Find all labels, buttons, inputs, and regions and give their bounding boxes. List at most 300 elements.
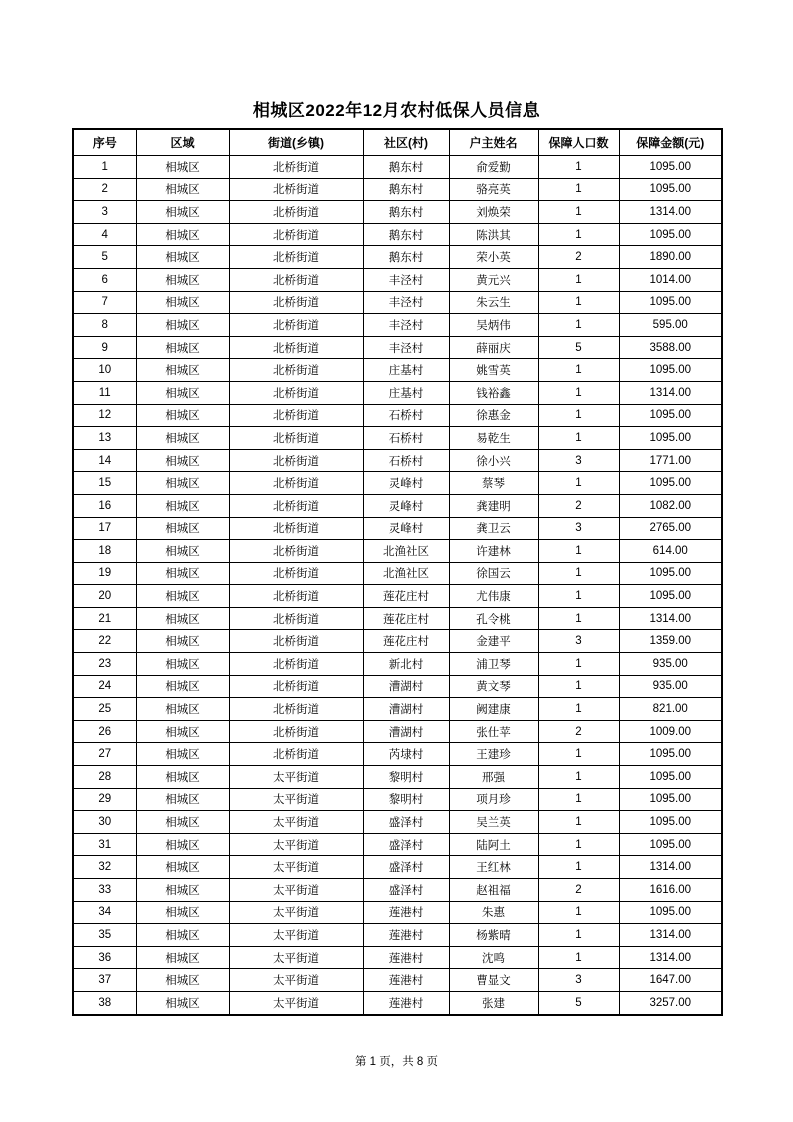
table-cell: 935.00 — [619, 653, 722, 676]
table-cell: 相城区 — [136, 969, 229, 992]
table-cell: 相城区 — [136, 472, 229, 495]
table-cell: 阙建康 — [449, 698, 538, 721]
table-cell: 14 — [73, 449, 136, 472]
table-cell: 龚建明 — [449, 494, 538, 517]
table-cell: 北桥街道 — [229, 336, 363, 359]
table-cell: 莲港村 — [363, 946, 449, 969]
table-cell: 盛泽村 — [363, 833, 449, 856]
table-cell: 北桥街道 — [229, 630, 363, 653]
table-cell: 骆亮英 — [449, 178, 538, 201]
table-cell: 吴兰英 — [449, 811, 538, 834]
table-cell: 1 — [538, 924, 619, 947]
table-cell: 3 — [538, 449, 619, 472]
table-cell: 徐小兴 — [449, 449, 538, 472]
table-cell: 北桥街道 — [229, 178, 363, 201]
table-cell: 3 — [538, 517, 619, 540]
table-cell: 26 — [73, 720, 136, 743]
table-cell: 盛泽村 — [363, 879, 449, 902]
table-cell: 1095.00 — [619, 223, 722, 246]
table-cell: 灵峰村 — [363, 517, 449, 540]
table-cell: 1 — [538, 901, 619, 924]
table-cell: 丰泾村 — [363, 336, 449, 359]
table-cell: 黄元兴 — [449, 268, 538, 291]
table-cell: 30 — [73, 811, 136, 834]
column-header: 序号 — [73, 129, 136, 156]
table-cell: 北桥街道 — [229, 675, 363, 698]
table-cell: 1 — [538, 766, 619, 789]
table-cell: 姚雪英 — [449, 359, 538, 382]
table-cell: 尤伟康 — [449, 585, 538, 608]
table-cell: 灵峰村 — [363, 472, 449, 495]
table-cell: 相城区 — [136, 178, 229, 201]
table-cell: 1 — [538, 314, 619, 337]
table-cell: 17 — [73, 517, 136, 540]
table-cell: 北桥街道 — [229, 314, 363, 337]
table-cell: 太平街道 — [229, 879, 363, 902]
table-cell: 莲港村 — [363, 924, 449, 947]
table-cell: 黎明村 — [363, 788, 449, 811]
table-cell: 24 — [73, 675, 136, 698]
table-cell: 4 — [73, 223, 136, 246]
table-cell: 37 — [73, 969, 136, 992]
table-cell: 相城区 — [136, 811, 229, 834]
table-row — [73, 766, 722, 789]
table-cell: 1 — [538, 743, 619, 766]
table-cell: 相城区 — [136, 607, 229, 630]
table-cell: 北桥街道 — [229, 720, 363, 743]
table-cell: 张建 — [449, 991, 538, 1014]
table-row — [73, 879, 722, 902]
table-row — [73, 788, 722, 811]
table-cell: 石桥村 — [363, 427, 449, 450]
table-cell: 821.00 — [619, 698, 722, 721]
table-cell: 相城区 — [136, 788, 229, 811]
table-cell: 太平街道 — [229, 856, 363, 879]
table-cell: 丰泾村 — [363, 291, 449, 314]
table-cell: 北桥街道 — [229, 653, 363, 676]
table-cell: 荣小英 — [449, 246, 538, 269]
table-cell: 34 — [73, 901, 136, 924]
table-cell: 21 — [73, 607, 136, 630]
table-cell: 莲港村 — [363, 969, 449, 992]
table-cell: 1890.00 — [619, 246, 722, 269]
table-cell: 1314.00 — [619, 924, 722, 947]
table-cell: 23 — [73, 653, 136, 676]
table-cell: 俞爱勤 — [449, 156, 538, 179]
table-cell: 鹅东村 — [363, 223, 449, 246]
table-row — [73, 991, 722, 1014]
table-cell: 杨紫晴 — [449, 924, 538, 947]
table-row — [73, 924, 722, 947]
table-row — [73, 698, 722, 721]
column-header: 社区(村) — [363, 129, 449, 156]
table-cell: 1 — [538, 833, 619, 856]
table-cell: 相城区 — [136, 562, 229, 585]
table-cell: 北桥街道 — [229, 381, 363, 404]
table-row — [73, 675, 722, 698]
page-number: 第 1 页，共 8 页 — [354, 1056, 439, 1068]
table-cell: 1095.00 — [619, 788, 722, 811]
table-cell: 北渔社区 — [363, 562, 449, 585]
table-row — [73, 969, 722, 992]
table-cell: 相城区 — [136, 946, 229, 969]
table-cell: 1095.00 — [619, 585, 722, 608]
table-cell: 38 — [73, 991, 136, 1014]
table-row — [73, 811, 722, 834]
table-cell: 北桥街道 — [229, 201, 363, 224]
table-cell: 5 — [538, 991, 619, 1014]
table-cell: 太平街道 — [229, 833, 363, 856]
table-row — [73, 517, 722, 540]
table-row — [73, 404, 722, 427]
table-cell: 莲港村 — [363, 901, 449, 924]
table-cell: 丰泾村 — [363, 314, 449, 337]
table-cell: 1095.00 — [619, 901, 722, 924]
table-cell: 莲花庄村 — [363, 607, 449, 630]
table-cell: 1647.00 — [619, 969, 722, 992]
table-cell: 灵峰村 — [363, 494, 449, 517]
table-cell: 1095.00 — [619, 291, 722, 314]
table-row — [73, 427, 722, 450]
table-cell: 相城区 — [136, 743, 229, 766]
table-row — [73, 833, 722, 856]
table-cell: 相城区 — [136, 924, 229, 947]
table-cell: 王建珍 — [449, 743, 538, 766]
table-cell: 相城区 — [136, 156, 229, 179]
table-cell: 7 — [73, 291, 136, 314]
table-cell: 漕湖村 — [363, 698, 449, 721]
table-cell: 鹅东村 — [363, 246, 449, 269]
table-cell: 徐惠金 — [449, 404, 538, 427]
table-cell: 1 — [538, 698, 619, 721]
table-cell: 1095.00 — [619, 359, 722, 382]
table-cell: 1 — [538, 585, 619, 608]
table-cell: 1314.00 — [619, 856, 722, 879]
table-cell: 北桥街道 — [229, 562, 363, 585]
table-cell: 6 — [73, 268, 136, 291]
table-cell: 北桥街道 — [229, 427, 363, 450]
table-cell: 鹅东村 — [363, 201, 449, 224]
column-header: 区域 — [136, 129, 229, 156]
table-cell: 太平街道 — [229, 946, 363, 969]
table-cell: 丰泾村 — [363, 268, 449, 291]
table-row — [73, 268, 722, 291]
table-cell: 1095.00 — [619, 472, 722, 495]
table-row — [73, 178, 722, 201]
table-row — [73, 291, 722, 314]
table-cell: 25 — [73, 698, 136, 721]
table-cell: 北桥街道 — [229, 291, 363, 314]
table-cell: 1009.00 — [619, 720, 722, 743]
table-row — [73, 562, 722, 585]
table-cell: 北桥街道 — [229, 494, 363, 517]
table-cell: 曹显文 — [449, 969, 538, 992]
table-row — [73, 472, 722, 495]
table-cell: 18 — [73, 540, 136, 563]
table-cell: 相城区 — [136, 901, 229, 924]
table-row — [73, 585, 722, 608]
table-cell: 1 — [538, 675, 619, 698]
table-cell: 刘焕荣 — [449, 201, 538, 224]
table-cell: 相城区 — [136, 585, 229, 608]
table-cell: 1 — [538, 653, 619, 676]
table-cell: 相城区 — [136, 246, 229, 269]
table-cell: 王红林 — [449, 856, 538, 879]
table-cell: 北桥街道 — [229, 223, 363, 246]
table-row — [73, 630, 722, 653]
table-cell: 1095.00 — [619, 766, 722, 789]
table-cell: 11 — [73, 381, 136, 404]
table-cell: 漕湖村 — [363, 720, 449, 743]
table-cell: 相城区 — [136, 540, 229, 563]
column-header: 户主姓名 — [449, 129, 538, 156]
table-row — [73, 449, 722, 472]
table-cell: 朱云生 — [449, 291, 538, 314]
table-cell: 2 — [538, 246, 619, 269]
table-row — [73, 540, 722, 563]
table-cell: 5 — [73, 246, 136, 269]
table-cell: 相城区 — [136, 427, 229, 450]
table-cell: 相城区 — [136, 766, 229, 789]
table-cell: 1314.00 — [619, 607, 722, 630]
table-cell: 相城区 — [136, 630, 229, 653]
table-cell: 相城区 — [136, 675, 229, 698]
table-cell: 1 — [538, 223, 619, 246]
table-cell: 相城区 — [136, 336, 229, 359]
table-cell: 614.00 — [619, 540, 722, 563]
table-cell: 1095.00 — [619, 833, 722, 856]
table-row — [73, 201, 722, 224]
table-cell: 相城区 — [136, 517, 229, 540]
table-cell: 邢强 — [449, 766, 538, 789]
table-cell: 许建林 — [449, 540, 538, 563]
table-cell: 20 — [73, 585, 136, 608]
table-cell: 1082.00 — [619, 494, 722, 517]
table-row — [73, 246, 722, 269]
table-cell: 1095.00 — [619, 562, 722, 585]
table-cell: 沈鸣 — [449, 946, 538, 969]
table-cell: 1 — [538, 562, 619, 585]
table-cell: 36 — [73, 946, 136, 969]
table-cell: 1 — [538, 427, 619, 450]
table-row — [73, 381, 722, 404]
table-cell: 北桥街道 — [229, 517, 363, 540]
table-cell: 北桥街道 — [229, 607, 363, 630]
table-cell: 1 — [538, 156, 619, 179]
table-cell: 3588.00 — [619, 336, 722, 359]
table-cell: 北桥街道 — [229, 246, 363, 269]
table-cell: 2 — [73, 178, 136, 201]
table-cell: 2 — [538, 720, 619, 743]
table-cell: 相城区 — [136, 201, 229, 224]
table-cell: 595.00 — [619, 314, 722, 337]
table-cell: 1095.00 — [619, 811, 722, 834]
table-cell: 盛泽村 — [363, 856, 449, 879]
table-row — [73, 901, 722, 924]
table-cell: 相城区 — [136, 833, 229, 856]
table-row — [73, 743, 722, 766]
table-cell: 相城区 — [136, 314, 229, 337]
table-cell: 29 — [73, 788, 136, 811]
table-cell: 北渔社区 — [363, 540, 449, 563]
table-cell: 孔令桃 — [449, 607, 538, 630]
table-cell: 朱惠 — [449, 901, 538, 924]
table-cell: 鹅东村 — [363, 178, 449, 201]
table-cell: 1095.00 — [619, 743, 722, 766]
table-cell: 2 — [538, 494, 619, 517]
table-cell: 1771.00 — [619, 449, 722, 472]
table-cell: 1095.00 — [619, 156, 722, 179]
table-cell: 相城区 — [136, 268, 229, 291]
table-cell: 3257.00 — [619, 991, 722, 1014]
table-cell: 15 — [73, 472, 136, 495]
table-cell: 莲花庄村 — [363, 630, 449, 653]
table-cell: 1095.00 — [619, 404, 722, 427]
table-cell: 陈洪其 — [449, 223, 538, 246]
table-cell: 北桥街道 — [229, 156, 363, 179]
table-cell: 金建平 — [449, 630, 538, 653]
table-cell: 相城区 — [136, 991, 229, 1014]
table-cell: 相城区 — [136, 449, 229, 472]
table-cell: 项月珍 — [449, 788, 538, 811]
table-cell: 相城区 — [136, 720, 229, 743]
table-cell: 石桥村 — [363, 449, 449, 472]
table-cell: 太平街道 — [229, 811, 363, 834]
table-cell: 1 — [538, 359, 619, 382]
table-cell: 31 — [73, 833, 136, 856]
table-cell: 1095.00 — [619, 427, 722, 450]
table-cell: 太平街道 — [229, 991, 363, 1014]
table-cell: 龚卫云 — [449, 517, 538, 540]
page-title: 相城区2022年12月农村低保人员信息 — [252, 101, 541, 120]
table-cell: 1 — [538, 788, 619, 811]
table-cell: 1616.00 — [619, 879, 722, 902]
table-cell: 35 — [73, 924, 136, 947]
table-cell: 易乾生 — [449, 427, 538, 450]
table-cell: 芮埭村 — [363, 743, 449, 766]
table-cell: 27 — [73, 743, 136, 766]
table-cell: 北桥街道 — [229, 585, 363, 608]
table-cell: 相城区 — [136, 856, 229, 879]
table-cell: 黄文琴 — [449, 675, 538, 698]
table-cell: 3 — [538, 630, 619, 653]
table-row — [73, 946, 722, 969]
table-cell: 相城区 — [136, 381, 229, 404]
table-cell: 1314.00 — [619, 946, 722, 969]
table-cell: 北桥街道 — [229, 449, 363, 472]
table-row — [73, 653, 722, 676]
table-cell: 相城区 — [136, 359, 229, 382]
table-row — [73, 223, 722, 246]
table-cell: 1 — [538, 381, 619, 404]
table-cell: 1 — [538, 472, 619, 495]
table-cell: 935.00 — [619, 675, 722, 698]
table-cell: 32 — [73, 856, 136, 879]
table-cell: 13 — [73, 427, 136, 450]
table-cell: 张仕苹 — [449, 720, 538, 743]
header-row — [73, 129, 722, 156]
table-cell: 相城区 — [136, 653, 229, 676]
table-cell: 黎明村 — [363, 766, 449, 789]
table-cell: 太平街道 — [229, 969, 363, 992]
table-row — [73, 856, 722, 879]
table-cell: 莲花庄村 — [363, 585, 449, 608]
table-cell: 吴炳伟 — [449, 314, 538, 337]
table-header — [73, 129, 722, 156]
table-cell: 1 — [538, 178, 619, 201]
table-body — [73, 156, 722, 1015]
table-cell: 太平街道 — [229, 766, 363, 789]
table-cell: 相城区 — [136, 291, 229, 314]
table-cell: 莲港村 — [363, 991, 449, 1014]
table-cell: 太平街道 — [229, 924, 363, 947]
table-cell: 北桥街道 — [229, 268, 363, 291]
column-header: 保障人口数 — [538, 129, 619, 156]
table-cell: 新北村 — [363, 653, 449, 676]
table-cell: 1 — [538, 268, 619, 291]
table-row — [73, 359, 722, 382]
table-cell: 28 — [73, 766, 136, 789]
table-cell: 9 — [73, 336, 136, 359]
table-cell: 钱裕鑫 — [449, 381, 538, 404]
table-cell: 1 — [538, 540, 619, 563]
table-cell: 徐国云 — [449, 562, 538, 585]
table-cell: 1 — [73, 156, 136, 179]
table-row — [73, 607, 722, 630]
table-cell: 北桥街道 — [229, 743, 363, 766]
table-cell: 相城区 — [136, 494, 229, 517]
table-cell: 1314.00 — [619, 201, 722, 224]
table-cell: 太平街道 — [229, 901, 363, 924]
table-cell: 北桥街道 — [229, 359, 363, 382]
table-cell: 3 — [73, 201, 136, 224]
table-row — [73, 156, 722, 179]
table-cell: 相城区 — [136, 698, 229, 721]
table-cell: 1 — [538, 404, 619, 427]
table-cell: 漕湖村 — [363, 675, 449, 698]
table-cell: 陆阿土 — [449, 833, 538, 856]
table-cell: 相城区 — [136, 879, 229, 902]
table-cell: 相城区 — [136, 223, 229, 246]
table-cell: 2765.00 — [619, 517, 722, 540]
table-cell: 1 — [538, 946, 619, 969]
table-cell: 薛丽庆 — [449, 336, 538, 359]
table-cell: 盛泽村 — [363, 811, 449, 834]
table-cell: 北桥街道 — [229, 404, 363, 427]
table-cell: 相城区 — [136, 404, 229, 427]
table-cell: 1095.00 — [619, 178, 722, 201]
table-cell: 赵祖福 — [449, 879, 538, 902]
table-cell: 19 — [73, 562, 136, 585]
table-cell: 太平街道 — [229, 788, 363, 811]
table-cell: 1014.00 — [619, 268, 722, 291]
column-header: 保障金额(元) — [619, 129, 722, 156]
column-header: 街道(乡镇) — [229, 129, 363, 156]
table-row — [73, 494, 722, 517]
table-cell: 石桥村 — [363, 404, 449, 427]
table-cell: 浦卫琴 — [449, 653, 538, 676]
table-row — [73, 336, 722, 359]
table-cell: 8 — [73, 314, 136, 337]
table-cell: 1 — [538, 291, 619, 314]
table-cell: 鹅东村 — [363, 156, 449, 179]
table-cell: 1314.00 — [619, 381, 722, 404]
table-cell: 33 — [73, 879, 136, 902]
table-cell: 1 — [538, 856, 619, 879]
table-cell: 12 — [73, 404, 136, 427]
table-cell: 22 — [73, 630, 136, 653]
table-cell: 1 — [538, 607, 619, 630]
